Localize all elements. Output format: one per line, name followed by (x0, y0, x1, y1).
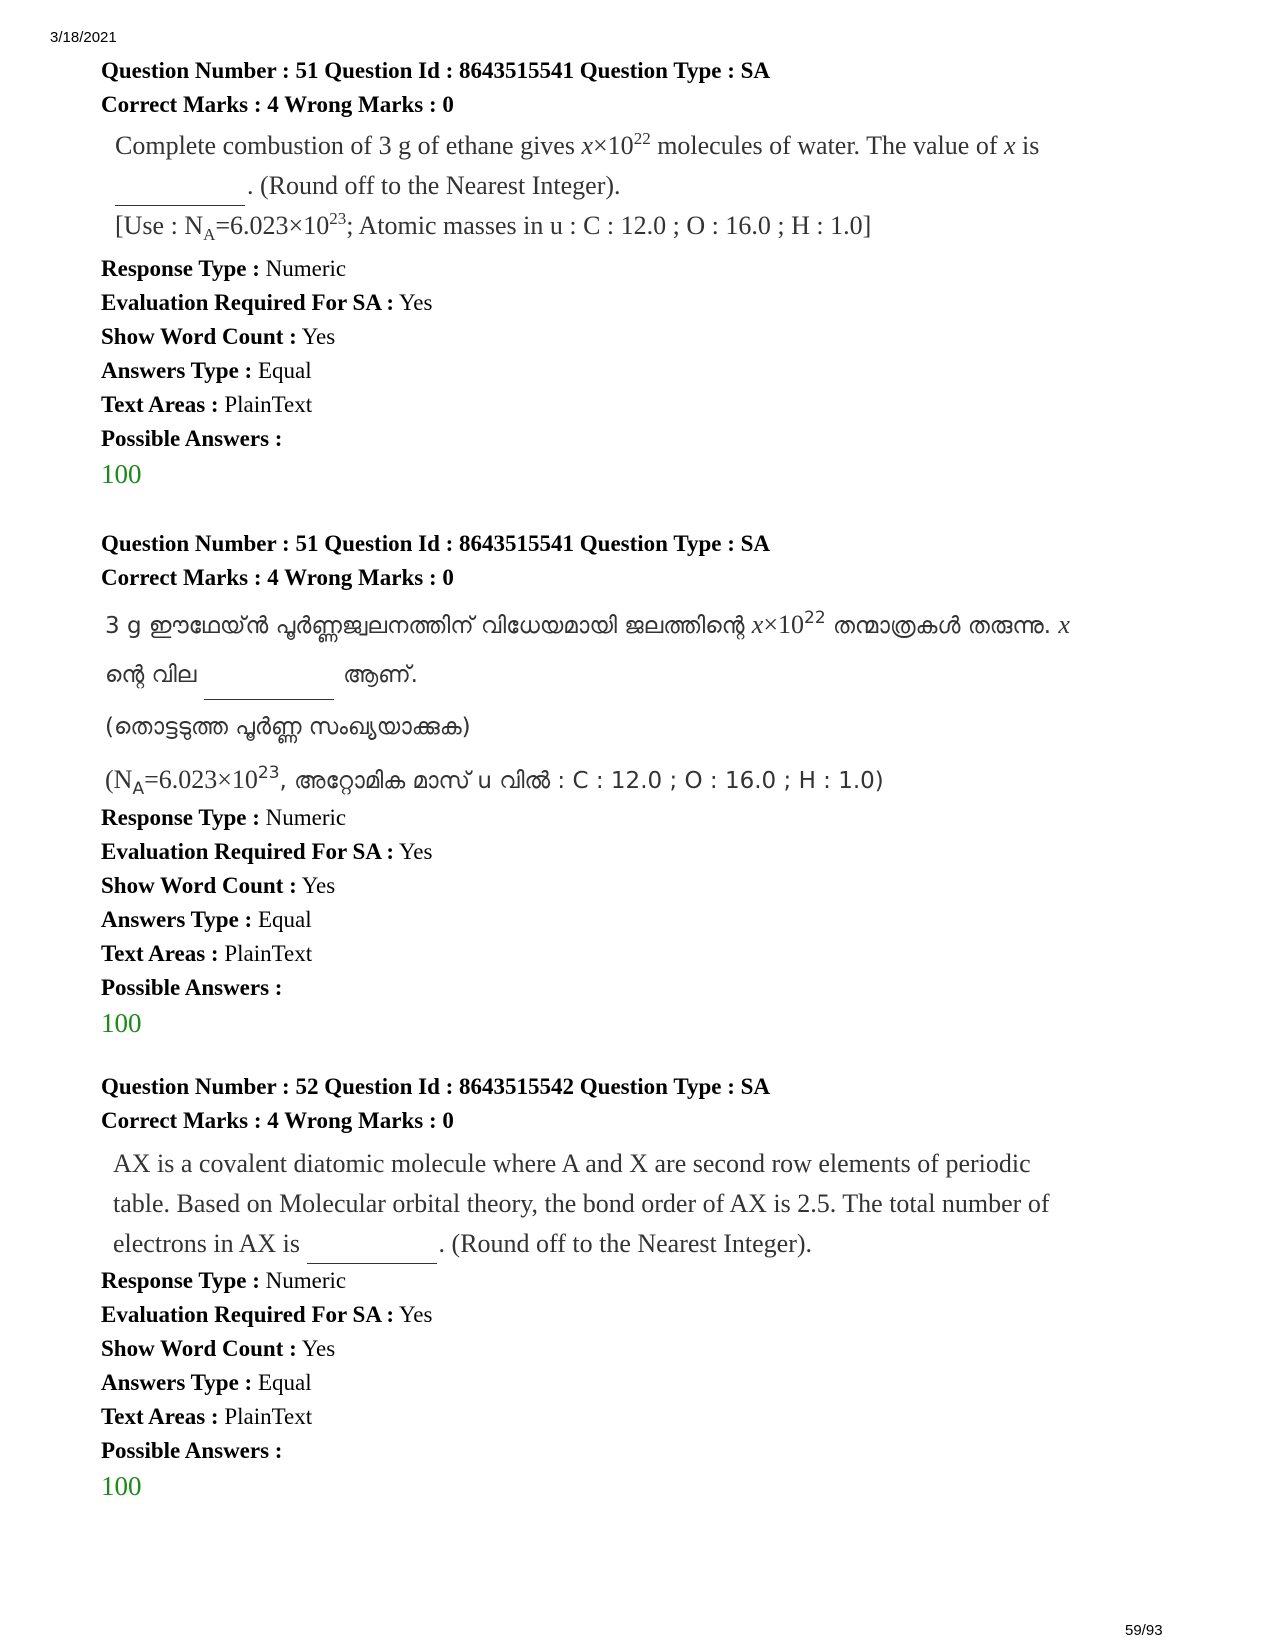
field-value: PlainText (224, 392, 313, 417)
question-type: SA (740, 1074, 771, 1099)
answer-blank (115, 179, 245, 206)
field-value: Numeric (265, 805, 347, 830)
answers-type-row (101, 903, 1191, 937)
question-type: SA (740, 58, 771, 83)
subscript: A (132, 779, 145, 799)
question-number: 52 (295, 1074, 319, 1099)
field-label: Text Areas : (101, 1404, 219, 1429)
question-number: 51 (295, 58, 319, 83)
text-segment: തന്മാത്രകൾ തരുന്നു. (825, 613, 1059, 639)
field-value: Numeric (265, 1268, 347, 1293)
question-text-line (105, 650, 1191, 700)
wrong-marks-label: Wrong Marks : (284, 565, 437, 590)
answer-blank (204, 673, 334, 700)
exponent: 22 (633, 129, 651, 148)
field-label: Text Areas : (101, 941, 219, 966)
question-text (115, 126, 1191, 246)
question-text (105, 601, 1191, 807)
possible-answer: 100 (101, 1471, 142, 1501)
correct-marks-label: Correct Marks : (101, 1108, 262, 1133)
marks-line (101, 1104, 1191, 1138)
wrong-marks-label: Wrong Marks : (284, 1108, 437, 1133)
text-areas-row (101, 388, 1191, 422)
correct-marks-label: Correct Marks : (101, 565, 262, 590)
field-label: Show Word Count : (101, 324, 297, 349)
question-number-label: Question Number : (101, 531, 290, 556)
show-word-count-row (101, 320, 1191, 354)
field-label: Show Word Count : (101, 1336, 297, 1361)
exponent: 23 (257, 763, 280, 783)
question-number: 51 (295, 531, 319, 556)
show-word-count-row (101, 869, 1191, 903)
field-value: PlainText (224, 1404, 313, 1429)
question-block (101, 1070, 1191, 1504)
question-number-label: Question Number : (101, 58, 290, 83)
question-text-line: table. Based on Molecular orbital theory, the bond order of AX is 2.5. The total number of (113, 1189, 1050, 1218)
question-type-label: Question Type : (579, 1074, 735, 1099)
response-type-row (101, 1264, 1191, 1298)
text-segment: [Use : N (115, 211, 204, 240)
possible-answers-label: Possible Answers : (101, 1438, 283, 1463)
print-date: 3/18/2021 (50, 29, 117, 46)
question-text-line (115, 126, 1191, 166)
text-segment: =6.023×10 (144, 765, 258, 794)
answers-type-row (101, 1366, 1191, 1400)
question-text-line (105, 700, 1191, 754)
possible-answers-label: Possible Answers : (101, 426, 283, 451)
text-areas-row (101, 1400, 1191, 1434)
exponent: 23 (329, 209, 347, 228)
question-number-label: Question Number : (101, 1074, 290, 1099)
possible-answer: 100 (101, 1008, 142, 1038)
show-word-count-row (101, 1332, 1191, 1366)
text-segment: . (Round off to the Nearest Integer). (438, 1229, 813, 1258)
field-value: Yes (399, 1302, 433, 1327)
text-segment: electrons in AX is (113, 1229, 307, 1258)
question-block (101, 54, 1191, 492)
question-block (101, 527, 1191, 1041)
variable-x: x (1058, 610, 1070, 639)
field-value: Equal (257, 358, 312, 383)
field-value: Yes (301, 324, 336, 349)
text-segment: (N (105, 765, 133, 794)
correct-marks: 4 (267, 92, 279, 117)
field-label: Text Areas : (101, 392, 219, 417)
text-segment: ; Atomic masses in u : C : 12.0 ; O : 16.0 ; H : 1.0] (346, 211, 872, 240)
wrong-marks: 0 (442, 565, 454, 590)
wrong-marks: 0 (442, 1108, 454, 1133)
evaluation-required-row (101, 835, 1191, 869)
field-label: Response Type : (101, 805, 260, 830)
wrong-marks: 0 (442, 92, 454, 117)
question-type-label: Question Type : (579, 58, 735, 83)
text-segment: ×10 (593, 131, 634, 160)
question-id-label: Question Id : (324, 58, 454, 83)
text-segment: 3 g ഈഥേയ്ൻ പൂർണ്ണജ്വലനത്തിന് വിധേയമായി ജലത്തിന്റെ (105, 613, 752, 639)
text-segment: molecules of water. The value of (650, 131, 1004, 160)
field-label: Evaluation Required For SA : (101, 839, 395, 864)
field-value: PlainText (224, 941, 313, 966)
question-text-line: AX is a covalent diatomic molecule where A and X are second row elements of periodic (113, 1149, 1031, 1178)
question-header (101, 54, 1191, 88)
text-segment: , അറ്റോമിക മാസ് u വിൽ : C : 12.0 ; O : 16.0 ; H : 1.0) (279, 768, 884, 794)
text-areas-row (101, 937, 1191, 971)
possible-answer: 100 (101, 459, 142, 489)
field-label: Answers Type : (101, 1370, 253, 1395)
field-value: Yes (301, 873, 336, 898)
response-type-row (101, 252, 1191, 286)
field-value: Yes (399, 839, 433, 864)
question-id: 8643515541 (459, 531, 575, 556)
text-segment: Complete combustion of 3 g of ethane gives (115, 131, 582, 160)
question-text-line (105, 754, 1191, 807)
question-header (101, 1070, 1191, 1104)
subscript: A (203, 225, 216, 244)
marks-line (101, 88, 1191, 122)
field-value: Numeric (265, 256, 347, 281)
text-segment: is (1015, 131, 1040, 160)
evaluation-required-row (101, 1298, 1191, 1332)
question-id: 8643515541 (459, 58, 575, 83)
field-label: Evaluation Required For SA : (101, 290, 395, 315)
field-value: Equal (257, 907, 312, 932)
correct-marks-label: Correct Marks : (101, 92, 262, 117)
variable-x: x (751, 610, 764, 639)
question-type: SA (740, 531, 771, 556)
text-segment: ന്റെ വില (105, 662, 204, 688)
correct-marks: 4 (267, 565, 279, 590)
text-segment: . (Round off to the Nearest Integer). (247, 171, 621, 200)
possible-answers-label: Possible Answers : (101, 975, 283, 1000)
field-label: Evaluation Required For SA : (101, 1302, 395, 1327)
marks-line (101, 561, 1191, 595)
text-segment: ആണ്. (335, 662, 418, 688)
field-value: Yes (399, 290, 433, 315)
question-text-line (115, 206, 1191, 246)
question-type-label: Question Type : (579, 531, 735, 556)
question-id: 8643515542 (459, 1074, 575, 1099)
wrong-marks-label: Wrong Marks : (284, 92, 437, 117)
field-label: Show Word Count : (101, 873, 297, 898)
correct-marks: 4 (267, 1108, 279, 1133)
question-text-line (115, 166, 1191, 206)
answer-blank (307, 1237, 437, 1264)
question-id-label: Question Id : (324, 531, 454, 556)
question-header (101, 527, 1191, 561)
field-value: Yes (301, 1336, 336, 1361)
field-label: Answers Type : (101, 907, 253, 932)
field-label: Response Type : (101, 1268, 260, 1293)
field-value: Equal (257, 1370, 312, 1395)
question-text (113, 1144, 1191, 1264)
field-label: Answers Type : (101, 358, 253, 383)
variable-x: x (1003, 131, 1016, 160)
evaluation-required-row (101, 286, 1191, 320)
text-segment: (തൊട്ടടുത്ത പൂർണ്ണ സംഖ്യയാക്കുക) (105, 714, 471, 740)
question-text-line (113, 1224, 1191, 1264)
text-segment: ×10 (763, 610, 805, 639)
question-text-line (105, 601, 1191, 650)
variable-x: x (581, 131, 594, 160)
field-label: Response Type : (101, 256, 260, 281)
page-number: 59/93 (1125, 1622, 1163, 1639)
exponent: 22 (804, 608, 826, 628)
answers-type-row (101, 354, 1191, 388)
text-segment: =6.023×10 (215, 211, 330, 240)
question-id-label: Question Id : (324, 1074, 454, 1099)
